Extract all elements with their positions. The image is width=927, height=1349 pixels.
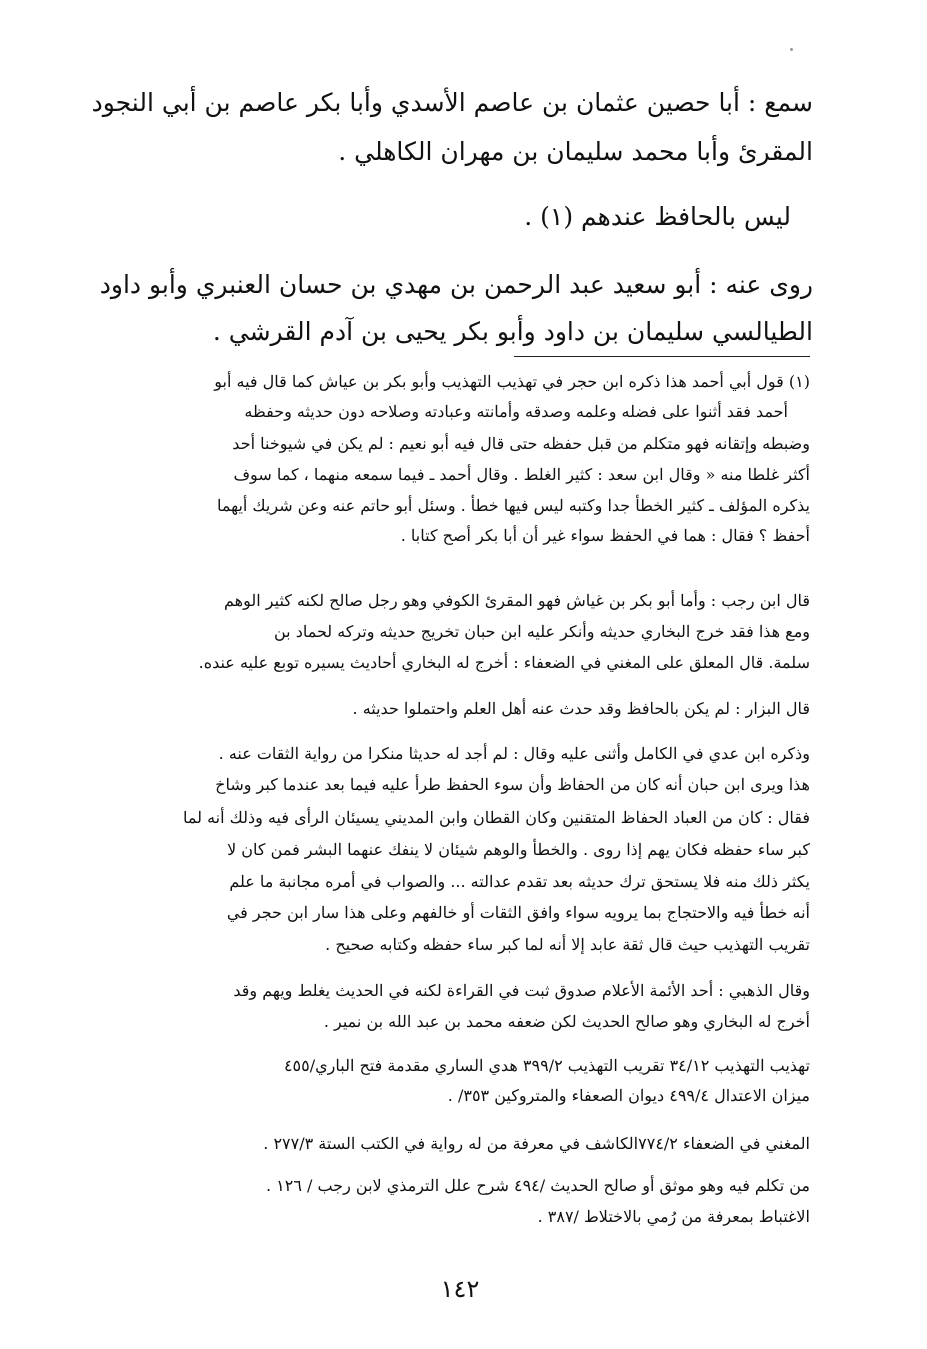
footnote-separator [514,356,810,357]
footnote-line: سلمة. قال المعلق على المغني في الضعفاء : أخرج له البخاري أحاديث يسيره توبع عليه عنده. [198,653,810,672]
footnote-line: أكثر غلطا منه « وقال ابن سعد : كثير الغلط . وقال أحمد ـ فيما سمعه منهما ، كما سوف [233,465,810,484]
footnote-line: (١) قول أبي أحمد هذا ذكره ابن حجر في تهذيب التهذيب وأبو بكر بن عياش كما قال فيه أبو [214,372,810,391]
footnote-line: ومع هذا فقد خرج البخاري حديثه وأنكر عليه ابن حبان تخريج حديثه وتركه لحماد بن [273,622,810,641]
footnote-line: المغني في الضعفاء ٧٧٤/٢الكاشف في معرفة من له رواية في الكتب الستة ٢٧٧/٣ . [263,1134,810,1153]
footnote-line: قال البزار : لم يكن بالحافظ وقد حدث عنه أهل العلم واحتملوا حديثه . [352,699,810,718]
footnote-line: تقريب التهذيب حيث قال ثقة عابد إلا أنه لما كبر ساء حفظه وكتابه صحيح . [325,935,810,954]
footnote-line: فقال : كان من العباد الحفاظ المتقنين وكان القطان وابن المديني يسيئان الرأى فيه وذلك أنه لما [183,808,810,827]
footnote-line: يكثر ذلك منه فلا يستحق ترك حديثه بعد تقدم عدالته ... والصواب في أمره مجانبة ما علم [229,872,810,891]
footnote-line: أحفظ ؟ فقال : هما في الحفظ سواء غير أن أبا بكر أصح كتابا . [400,526,810,545]
scan-speck [790,48,793,51]
footnote-line: كبر ساء حفظه فكان يهم إذا روى . والخطأ والوهم شيئان لا ينفك عنهما البشر فمن كان لا [227,840,810,859]
footnote-line: وضبطه وإتقانه فهو متكلم من قبل حفظه حتى قال فيه أبو نعيم : لم يكن في شيوخنا أحد [232,434,810,453]
footnote-line: يذكره المؤلف ـ كثير الخطأ جدا وكتبه ليس فيها خطأ . وسئل أبو حاتم عنه وعن شريك أيهما [216,496,810,515]
footnote-line: من تكلم فيه وهو موثق أو صالح الحديث /٤٩٤ شرح علل الترمذي لابن رجب / ١٢٦ . [265,1176,810,1195]
footnote-line: أنه خطأ فيه والاحتجاج بما يرويه سواء وافق الثقات أو خالفهم وعلى هذا سار ابن حجر في [226,903,810,922]
footnote-line: ميزان الاعتدال ٤٩٩/٤ ديوان الصعفاء والمتروكين ٣٥٣/ . [447,1086,810,1105]
footnote-line: هذا ويرى ابن حبان أنه كان من الحفاظ وأن سوء الحفظ طرأ عليه فيما بعد عندما كبر وشاخ [215,775,810,794]
body-line-2: المقرئ وأبا محمد سليمان بن مهران الكاهلي . [338,137,813,166]
body-line-3: ليس بالحافظ عندهم (١) . [524,202,791,231]
footnote-line: وذكره ابن عدي في الكامل وأثنى عليه وقال : لم أجد له حديثا منكرا من رواية الثقات عنه . [218,744,810,763]
body-line-1: سمع : أبا حصين عثمان بن عاصم الأسدي وأبا بكر عاصم بن أبي النجود [91,88,813,117]
footnote-line: أخرج له البخاري وهو صالح الحديث لكن ضعفه محمد بن عبد الله بن نمير . [323,1012,810,1031]
page-number: ١٤٢ [440,1275,480,1303]
footnote-line: الاغتباط بمعرفة من رُمي بالاختلاط /٣٨٧ . [537,1207,810,1226]
footnote-line: قال ابن رجب : وأما أبو بكر بن غياش فهو المقرئ الكوفي وهو رجل صالح لكنه كثير الوهم [224,591,810,610]
footnote-line: وقال الذهبي : أحد الأئمة الأعلام صدوق ثبت في القراءة لكنه في الحديث يغلط ويهم وقد [233,981,810,1000]
footnote-line: تهذيب التهذيب ٣٤/١٢ تقريب التهذيب ٣٩٩/٢ هدي الساري مقدمة فتح الباري/٤٥٥ [283,1056,810,1075]
footnote-line: أحمد فقد أثنوا على فضله وعلمه وصدقه وأمانته وعبادته وصلاحه دون حديثه وحفظه [244,402,788,421]
body-line-4: روى عنه : أبو سعيد عبد الرحمن بن مهدي بن حسان العنبري وأبو داود [99,270,813,299]
body-line-5: الطيالسي سليمان بن داود وأبو بكر يحيى بن آدم القرشي . [212,317,813,346]
